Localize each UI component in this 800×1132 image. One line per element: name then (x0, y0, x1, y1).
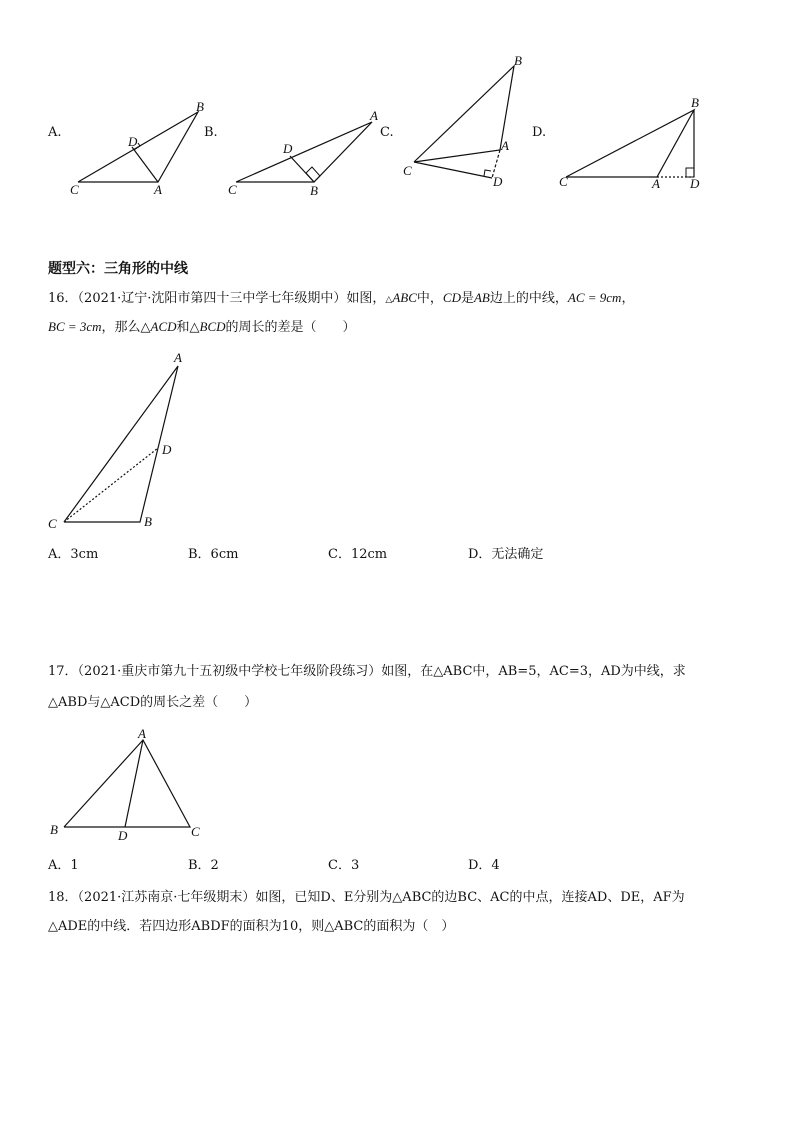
q16-edge-mid: 边上的中线， (489, 291, 568, 306)
q17-triangle (64, 740, 190, 827)
q16-comma: ， (621, 291, 635, 306)
fig-d-label-c: C (559, 174, 568, 189)
q17-label-b: B (50, 822, 58, 837)
q16-tri-symbol: △ (385, 295, 393, 305)
q16-median (64, 448, 158, 522)
fig-b-label-c: C (228, 182, 237, 197)
q16-source: （2021·辽宁·沈阳市第四十三中学七年级期中）如图， (77, 291, 386, 306)
q16-number: 16． (48, 291, 78, 306)
fig-c-label-d: D (493, 174, 503, 189)
q17-label-c: C (191, 824, 200, 839)
fig-c-triangle (414, 66, 514, 162)
q17-median (125, 740, 143, 827)
fig-a-label-a: A (154, 182, 162, 197)
option-d-label: D. (532, 125, 547, 140)
fig-c-label-a: A (501, 138, 509, 153)
fig-a-altitude (132, 147, 158, 182)
q16-line2 (48, 318, 356, 337)
q16-ab: AB (473, 290, 490, 305)
fig-d-label-b: B (691, 95, 699, 110)
q16-tail: 的周长的差是（ ） (225, 320, 356, 335)
q16-bcd: BCD (199, 319, 226, 334)
q17-figure (0, 720, 260, 850)
fig-d-label-d: D (690, 176, 700, 191)
q17-line1: 17．（2021·重庆市第九十五初级中学校七年级阶段练习）如图，在△ABC中，AB=5，AC=3，AD为中线，求 (48, 664, 686, 679)
q16-figure (0, 340, 300, 540)
top-figures (0, 0, 800, 220)
q16-line1 (48, 289, 634, 309)
q17-option-d: D．4 (468, 858, 500, 873)
fig-a-label-b: B (196, 99, 204, 114)
q16-acd: ACD (150, 319, 177, 334)
q16-triangle (64, 366, 178, 522)
fig-b-triangle (236, 122, 372, 182)
q17-label-a: A (138, 726, 146, 741)
fig-c-label-b: B (514, 53, 522, 68)
fig-d-label-a: A (652, 176, 660, 191)
fig-b-right-angle (306, 167, 320, 182)
q16-option-c: C．12cm (328, 547, 388, 562)
q16-label-a: A (174, 350, 182, 365)
q17-option-a: A．1 (48, 858, 79, 873)
fig-a-label-d: D (128, 134, 138, 149)
q16-zhong: 中， (416, 291, 443, 306)
fig-c-label-c: C (403, 163, 412, 178)
q16-label-c: C (48, 516, 57, 531)
fig-c-side (414, 162, 492, 178)
fig-b-label-a: A (370, 108, 378, 123)
option-a-label: A. (48, 125, 62, 140)
section-title: 题型六：三角形的中线 (48, 261, 188, 277)
q16-bc-eq: BC = 3cm (48, 319, 102, 334)
q16-abc: ABC (392, 290, 417, 305)
q16-shi: 是 (460, 291, 474, 306)
fig-b-label-d: D (283, 141, 293, 156)
fig-a-label-c: C (70, 182, 79, 197)
q16-label-b: B (144, 514, 152, 529)
option-c-label: C. (380, 125, 394, 140)
q16-he: 和△ (176, 320, 200, 335)
q18-line1: 18．（2021·江苏南京·七年级期末）如图，已知D、E分别为△ABC的边BC、AC的中点，连接AD、DE，AF为 (48, 890, 685, 905)
q16-option-a: A．3cm (48, 547, 99, 562)
q17-option-b: B．2 (188, 858, 219, 873)
q18-line2: △ADE的中线．若四边形ABDF的面积为10，则△ABC的面积为（ ） (48, 919, 455, 934)
q16-label-d: D (162, 442, 172, 457)
q16-cd: CD (442, 290, 461, 305)
q17-label-d: D (118, 828, 128, 843)
fig-c-right-angle (484, 170, 491, 176)
q16-option-b: B．6cm (188, 547, 239, 562)
fig-b-label-b: B (310, 183, 318, 198)
fig-d-triangle (566, 110, 694, 177)
q16-line2-rest: ，那么△ (101, 320, 151, 335)
q17-line2: △ABD与△ACD的周长之差（ ） (48, 695, 258, 710)
q16-ac-eq: AC = 9cm (567, 290, 622, 305)
q16-option-d: D．无法确定 (468, 547, 544, 562)
option-b-label: B. (204, 125, 218, 140)
q17-option-c: C．3 (328, 858, 360, 873)
